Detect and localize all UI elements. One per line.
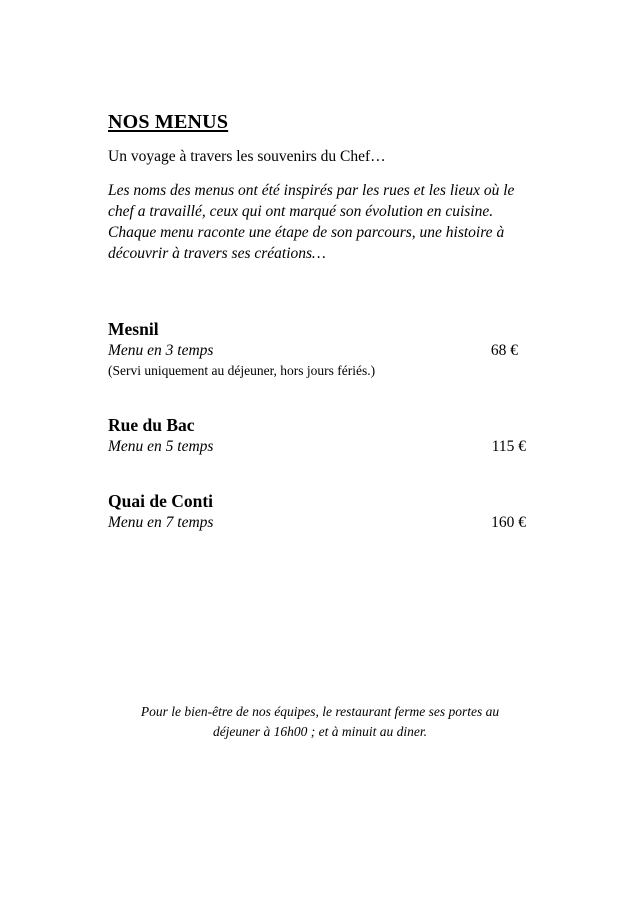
menu-courses: Menu en 5 temps [108, 438, 214, 455]
menu-row [108, 340, 528, 361]
page-subtitle: Un voyage à travers les souvenirs du Chef… [108, 148, 386, 165]
opening-hours-note [90, 702, 550, 742]
menu-name: Mesnil [108, 319, 159, 339]
menu-courses: Menu en 3 temps [108, 342, 214, 359]
footer-line-1: Pour le bien-être de nos équipes, le restaurant ferme ses portes au [140, 704, 500, 719]
menu-row [108, 512, 528, 533]
menu-item-mesnil [108, 318, 528, 381]
menu-name: Rue du Bac [108, 415, 195, 435]
page-title: NOS MENUS [108, 111, 229, 133]
menu-price: 160 € [491, 514, 526, 531]
intro-paragraph-2: Chaque menu raconte une étape de son parcours, une histoire à découvrir à travers ses créations… [108, 224, 505, 262]
menu-courses: Menu en 7 temps [108, 514, 214, 531]
menu-name: Quai de Conti [108, 491, 214, 511]
intro-text [108, 180, 538, 264]
menu-note: (Servi uniquement au déjeuner, hors jours fériés.) [108, 363, 376, 378]
intro-paragraph-1: Les noms des menus ont été inspirés par les rues et les lieux où le chef a travaillé, ceux qui ont marqué son évolution en cuisine. [108, 182, 515, 220]
menu-price: 68 € [490, 342, 518, 359]
footer-line-2: déjeuner à 16h00 ; et à minuit au diner. [212, 724, 428, 739]
menu-item-rue-du-bac [108, 414, 528, 457]
menu-item-quai-de-conti [108, 490, 528, 533]
menu-price: 115 € [491, 438, 526, 455]
menu-row [108, 436, 528, 457]
